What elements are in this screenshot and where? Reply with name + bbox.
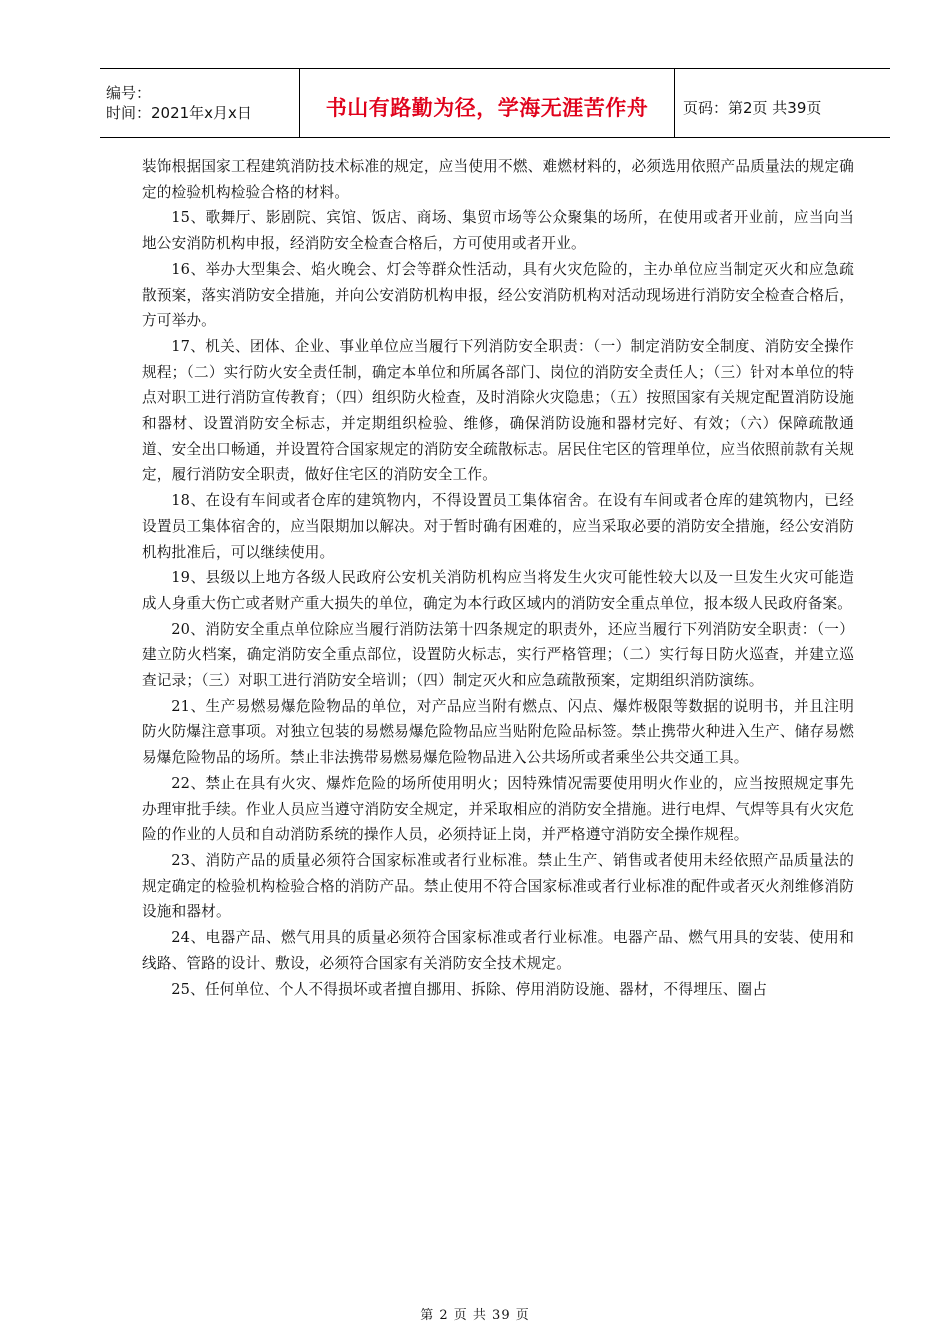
document-body	[142, 154, 854, 1002]
paragraph-article-25: 25、任何单位、个人不得损坏或者擅自挪用、拆除、停用消防设施、器材，不得埋压、圈占	[171, 980, 768, 998]
header-meta	[100, 69, 300, 137]
paragraph-article-21: 21、生产易燃易爆危险物品的单位，对产品应当附有燃点、闪点、爆炸极限等数据的说明书，并且注明防火防爆注意事项。对独立包装的易燃易爆危险物品应当贴附危险品标签。禁止携带火种进入生产、储存易燃易爆危险物品的场所。禁止非法携带易燃易爆危险物品进入公共场所或者乘坐公共交通工具。	[142, 697, 854, 767]
header-motto: 书山有路勤为径，学海无涯苦作舟	[300, 69, 675, 137]
paragraph-article-16: 16、举办大型集会、焰火晚会、灯会等群众性活动，具有火灾危险的，主办单位应当制定灭火和应急疏散预案，落实消防安全措施，并向公安消防机构申报，经公安消防机构对活动现场进行消防安全检查合格后，方可举办。	[142, 260, 854, 330]
paragraph-article-23: 23、消防产品的质量必须符合国家标准或者行业标准。禁止生产、销售或者使用未经依照产品质量法的规定确定的检验机构检验合格的消防产品。禁止使用不符合国家标准或者行业标准的配件或者灭火剂维修消防设施和器材。	[142, 851, 854, 921]
paragraph-continued: 装饰根据国家工程建筑消防技术标准的规定，应当使用不燃、难燃材料的，必须选用依照产品质量法的规定确定的检验机构检验合格的材料。	[142, 158, 854, 201]
paragraph-article-19: 19、县级以上地方各级人民政府公安机关消防机构应当将发生火灾可能性较大以及一旦发生火灾可能造成人身重大伤亡或者财产重大损失的单位，确定为本行政区域内的消防安全重点单位，报本级人民政府备案。	[142, 569, 854, 612]
paragraph-article-17: 17、机关、团体、企业、事业单位应当履行下列消防安全职责：（一）制定消防安全制度、消防安全操作规程；（二）实行防火安全责任制，确定本单位和所属各部门、岗位的消防安全责任人；（三）针对本单位的特点对职工进行消防宣传教育；（四）组织防火检查，及时消除火灾隐患；（五）按照国家有关规定配置消防设施和器材、设置消防安全标志，并定期组织检验、维修，确保消防设施和器材完好、有效；（六）保障疏散通道、安全出口畅通，并设置符合国家规定的消防安全疏散标志。居民住宅区的管理单位，应当依照前款有关规定，履行消防安全职责，做好住宅区的消防安全工作。	[142, 337, 854, 484]
page-footer: 第 2 页 共 39 页	[420, 1308, 530, 1323]
paragraph-article-20: 20、消防安全重点单位除应当履行消防法第十四条规定的职责外，还应当履行下列消防安全职责：（一）建立防火档案，确定消防安全重点部位，设置防火标志，实行严格管理；（二）实行每日防火巡查，并建立巡查记录；（三）对职工进行消防安全培训；（四）制定灭火和应急疏散预案，定期组织消防演练。	[142, 620, 854, 690]
page-header	[100, 68, 890, 138]
paragraph-article-22: 22、禁止在具有火灾、爆炸危险的场所使用明火；因特殊情况需要使用明火作业的，应当按照规定事先办理审批手续。作业人员应当遵守消防安全规定，并采取相应的消防安全措施。进行电焊、气焊等具有火灾危险的作业的人员和自动消防系统的操作人员，必须持证上岗，并严格遵守消防安全操作规程。	[142, 774, 854, 844]
document-time: 时间：2021年x月x日	[106, 104, 252, 122]
document-number-label: 编号：	[106, 84, 152, 102]
header-page-indicator: 页码：第2页 共39页	[683, 98, 822, 117]
paragraph-article-24: 24、电器产品、燃气用具的质量必须符合国家标准或者行业标准。电器产品、燃气用具的安装、使用和线路、管路的设计、敷设，必须符合国家有关消防安全技术规定。	[142, 929, 854, 972]
paragraph-article-18: 18、在设有车间或者仓库的建筑物内，不得设置员工集体宿舍。在设有车间或者仓库的建筑物内，已经设置员工集体宿舍的，应当限期加以解决。对于暂时确有困难的，应当采取必要的消防安全措施，经公安消防机构批准后，可以继续使用。	[142, 492, 854, 561]
paragraph-article-15: 15、歌舞厅、影剧院、宾馆、饭店、商场、集贸市场等公众聚集的场所，在使用或者开业前，应当向当地公安消防机构申报，经消防安全检查合格后，方可使用或者开业。	[142, 209, 854, 253]
